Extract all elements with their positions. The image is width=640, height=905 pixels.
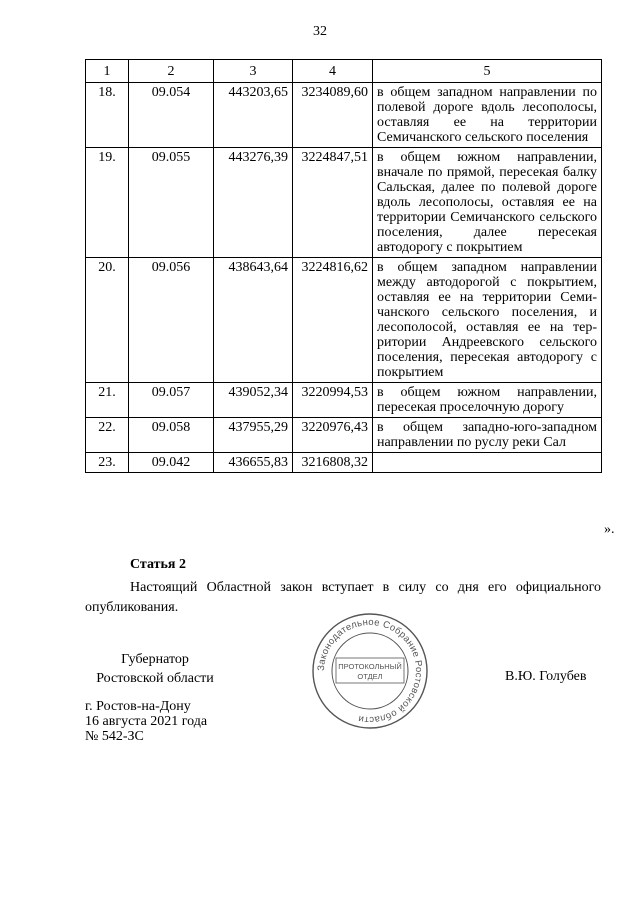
x-coordinate: 443203,65 (214, 83, 293, 148)
document-number: № 542-ЗС (85, 729, 144, 744)
article-text: Настоящий Областной закон вступает в силу со дня его официального опубликования. (85, 580, 601, 615)
x-coordinate: 437955,29 (214, 418, 293, 453)
x-coordinate: 439052,34 (214, 383, 293, 418)
boundary-description: в общем западно-юго-западном направлении по руслу реки Сал (373, 418, 602, 453)
point-id: 09.056 (129, 258, 214, 383)
document-date: 16 августа 2021 года (85, 714, 208, 729)
signatory-title-line: Ростовской области (96, 671, 214, 686)
seal-center-line-1: ПРОТОКОЛЬНЫЙ (338, 662, 402, 671)
document-meta (85, 699, 207, 744)
official-seal (311, 612, 429, 730)
seal-outer-ring (313, 614, 427, 728)
table-row (86, 258, 602, 383)
document-city: г. Ростов-на-Дону (85, 699, 191, 714)
table-header-row (86, 60, 602, 83)
y-coordinate: 3224847,51 (293, 148, 373, 258)
boundary-description: в общем западном направлении между автодорогой с покрытием, оставляя ее на территории Семичанского сельского поселения, и лесополосой, оставляя ее на территории Андреевского сельского поселения, пересекая автодорогу с покрытием (373, 258, 602, 383)
x-coordinate: 438643,64 (214, 258, 293, 383)
y-coordinate: 3220994,53 (293, 383, 373, 418)
column-header: 4 (293, 60, 373, 83)
table-row (86, 148, 602, 258)
boundary-description: в общем западном направлении по полевой дороге вдоль лесополосы, оставляя ее на территории Семичанского сельского поселения (373, 83, 602, 148)
closing-quote: ». (604, 522, 615, 537)
boundary-description: в общем южном направлении, пересекая проселочную дорогу (373, 383, 602, 418)
seal-ring-textpath: Законодательное Собрание Ростовской области (315, 616, 425, 726)
column-header: 5 (373, 60, 602, 83)
y-coordinate: 3224816,62 (293, 258, 373, 383)
row-number: 22. (86, 418, 129, 453)
boundary-description: в общем южном направлении, вначале по прямой, пересекая балку Сальская, далее по полевой дороге вдоль лесополосы, оставляя ее на территории Семичанского сельского поселения, далее пересекая автодорогу с покрытием (373, 148, 602, 258)
table-row (86, 383, 602, 418)
coordinates-table (85, 59, 602, 473)
point-id: 09.055 (129, 148, 214, 258)
table-row (86, 453, 602, 473)
row-number: 18. (86, 83, 129, 148)
point-id: 09.054 (129, 83, 214, 148)
row-number: 21. (86, 383, 129, 418)
seal-inner-ring (332, 633, 408, 709)
y-coordinate: 3220976,43 (293, 418, 373, 453)
point-id: 09.042 (129, 453, 214, 473)
column-header: 1 (86, 60, 129, 83)
column-header: 3 (214, 60, 293, 83)
signatory-title-line: Губернатор (121, 652, 189, 667)
row-number: 20. (86, 258, 129, 383)
x-coordinate: 436655,83 (214, 453, 293, 473)
signatory-name: В.Ю. Голубев (505, 669, 587, 684)
table-row (86, 418, 602, 453)
signatory-title (85, 650, 225, 688)
y-coordinate: 3216808,32 (293, 453, 373, 473)
y-coordinate: 3234089,60 (293, 83, 373, 148)
column-header: 2 (129, 60, 214, 83)
point-id: 09.058 (129, 418, 214, 453)
article-title: Статья 2 (130, 557, 186, 572)
row-number: 19. (86, 148, 129, 258)
row-number: 23. (86, 453, 129, 473)
table-row (86, 83, 602, 148)
boundary-description (373, 453, 602, 473)
page-number: 32 (313, 24, 327, 39)
x-coordinate: 443276,39 (214, 148, 293, 258)
point-id: 09.057 (129, 383, 214, 418)
seal-center-line-2: ОТДЕЛ (357, 672, 383, 681)
